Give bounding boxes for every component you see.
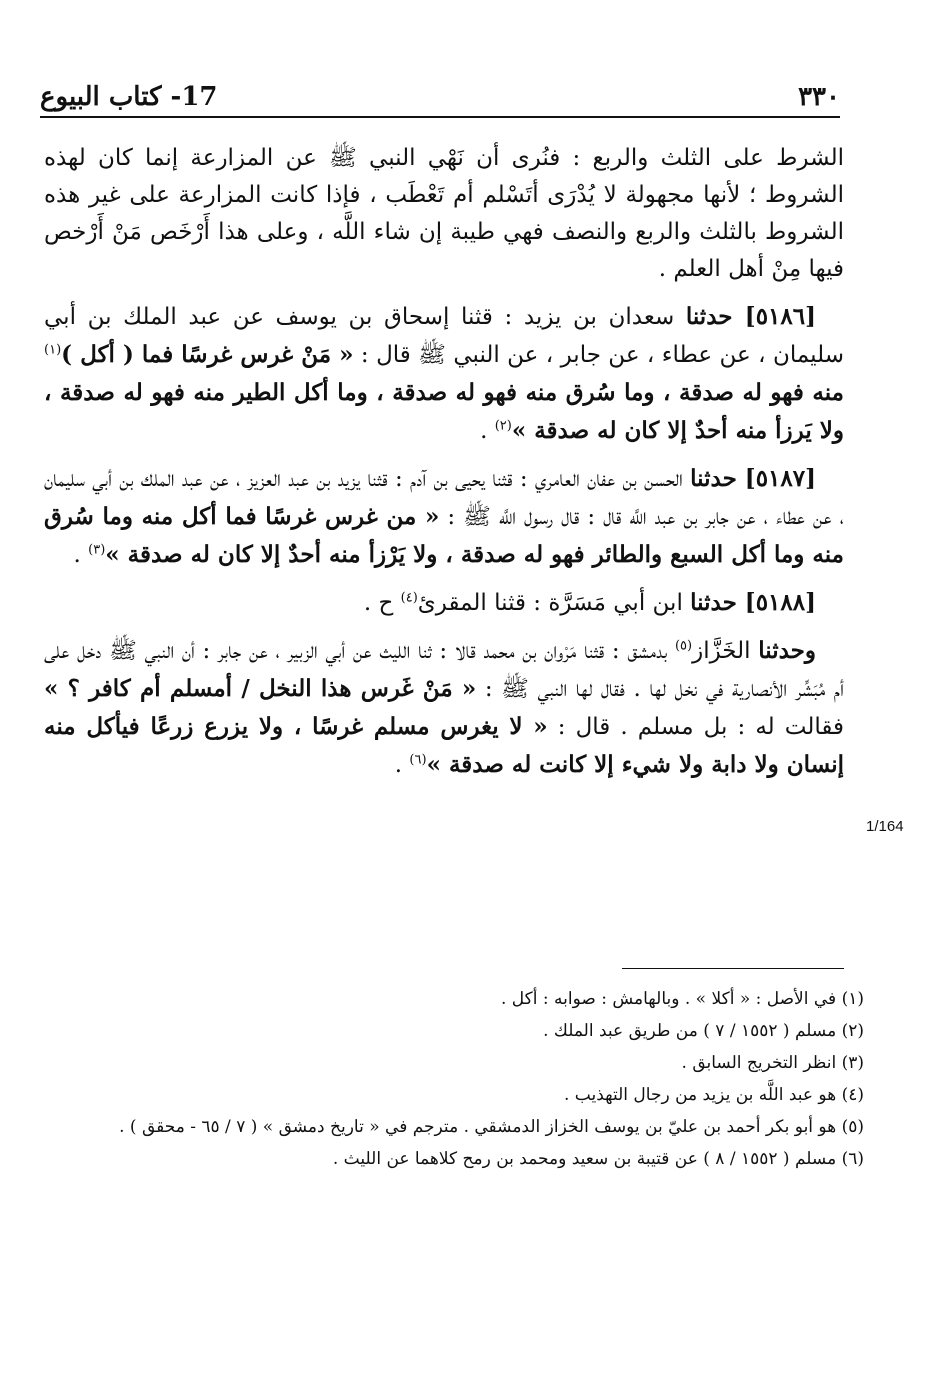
paragraph bbox=[44, 584, 844, 622]
bold-text: « مَنْ غرس غرسًا فما ( أكل ) bbox=[61, 341, 354, 368]
footnote: (٦) مسلم ( ١٥٥٢ / ٨ ) عن قتيبة بن سعيد ومحمد بن رمح كلاهما عن الليث . bbox=[332, 1149, 864, 1169]
footnotes bbox=[44, 984, 864, 1176]
text-segment: الحسن بن عفان العامري : قثنا يحيى بن آدم : قثنا يزيد بن عبد العزيز ، عن عبد الملك بن أبي سليمان ، عن عطاء ، عن جابر بن عبد اللَّه قال : قال رسول اللَّه ﷺ : bbox=[44, 466, 844, 530]
bold-text: منه فهو له صدقة ، وما سُرق منه فهو له صدقة ، وما أكل الطير منه فهو له صدقة ، ولا يَرزأ منه أحدٌ إلا كان له صدقة » bbox=[44, 379, 844, 444]
footnote: (١) في الأصل : « أكلا » . وبالهامش : صوابه : أكل . bbox=[500, 989, 864, 1009]
bold-text: « لا يغرس مسلم غرسًا ، ولا يزرع زرعًا فيأكل منه إنسان ولا دابة ولا شيء إلا كانت له صدقة » bbox=[44, 713, 844, 778]
paragraph bbox=[44, 140, 844, 288]
text-segment: سعدان بن يزيد : قثنا إسحاق بن يوسف عن عبد الملك بن أبي سليمان ، عن عطاء ، عن جابر ، عن النبي ﷺ قال : bbox=[44, 304, 844, 368]
page-number: ٣٣٠ bbox=[798, 82, 840, 112]
bold-text: « من غرس غرسًا فما أكل منه وما سُرق منه وما أكل السبع والطائر فهو له صدقة ، ولا يَرْزأ منه أحدٌ إلا كان له صدقة » bbox=[44, 503, 844, 568]
text-segment: فقالت له : بل مسلم . قال : bbox=[547, 714, 844, 740]
footnote: (٢) مسلم ( ١٥٥٢ / ٧ ) من طريق عبد الملك . bbox=[543, 1021, 864, 1041]
footnote: (٣) انظر التخريج السابق . bbox=[681, 1053, 864, 1073]
manuscript-folio-note: 1/164 bbox=[866, 818, 904, 835]
paragraph bbox=[44, 460, 844, 574]
bold-text: « مَنْ غَرس هذا النخل / أمسلم أم كافر ؟ » bbox=[44, 675, 477, 702]
main-text bbox=[44, 140, 844, 794]
text-segment: . bbox=[394, 752, 410, 778]
bold-text: [٥١٨٨] حدثنا bbox=[690, 589, 816, 616]
footnote-ref: (٤) bbox=[400, 590, 418, 606]
text-segment: الشرط على الثلث والربع : فنُرى أن نَهْي النبي ﷺ عن المزارعة إنما كان لهذه الشروط ؛ لأنها مجهولة لا يُدْرَى أتَسْلم أم تَعْطَب ، فإذا كانت المزارعة على غير هذه الشروط بالثلث والربع والنصف فهي طيبة إن شاء اللَّه ، وعلى هذا أَرْخَص مَنْ أَرْخص فيها مِنْ أهل العلم . bbox=[44, 145, 844, 282]
bold-text: وحدثنا bbox=[758, 637, 816, 664]
footnote: (٥) هو أبو بكر أحمد بن عليّ بن يوسف الخزاز الدمشقي . مترجم في « تاريخ دمشق » ( ٧ / ٦٥ - محقق ) . bbox=[119, 1117, 864, 1137]
page-header bbox=[40, 70, 840, 118]
bold-text: [٥١٨٦] حدثنا bbox=[685, 303, 816, 330]
paragraph bbox=[44, 298, 844, 450]
footnote: (٤) هو عبد اللَّه بن يزيد من رجال التهذيب . bbox=[564, 1085, 864, 1105]
footnote-ref: (٥) bbox=[674, 638, 693, 654]
text-segment: . bbox=[73, 542, 89, 568]
text-segment: الخَزَّاز bbox=[692, 638, 759, 664]
book-title: 17- كتاب البيوع bbox=[40, 82, 218, 112]
footnote-ref: (٣) bbox=[88, 542, 106, 558]
paragraph bbox=[44, 632, 844, 784]
footnote-ref: (٢) bbox=[494, 418, 512, 434]
text-segment: ابن أبي مَسَرَّة : قثنا المقرئ bbox=[417, 590, 691, 616]
footnote-separator bbox=[622, 968, 844, 969]
bold-text: [٥١٨٧] حدثنا bbox=[690, 465, 816, 492]
text-segment: . bbox=[480, 418, 495, 444]
text-segment: ح . bbox=[363, 590, 401, 616]
text-segment: بدمشق : قثنا مَرْوان بن محمد قالا : ثنا الليث عن أبي الزبير ، عن جابر : أن النبي ﷺ دخل على أم مُبَشِّر الأنصارية في نخل لها . فقال لها النبي ﷺ : bbox=[44, 638, 844, 702]
footnote-ref: (٦) bbox=[409, 752, 427, 768]
footnote-ref: (١) bbox=[44, 342, 62, 358]
